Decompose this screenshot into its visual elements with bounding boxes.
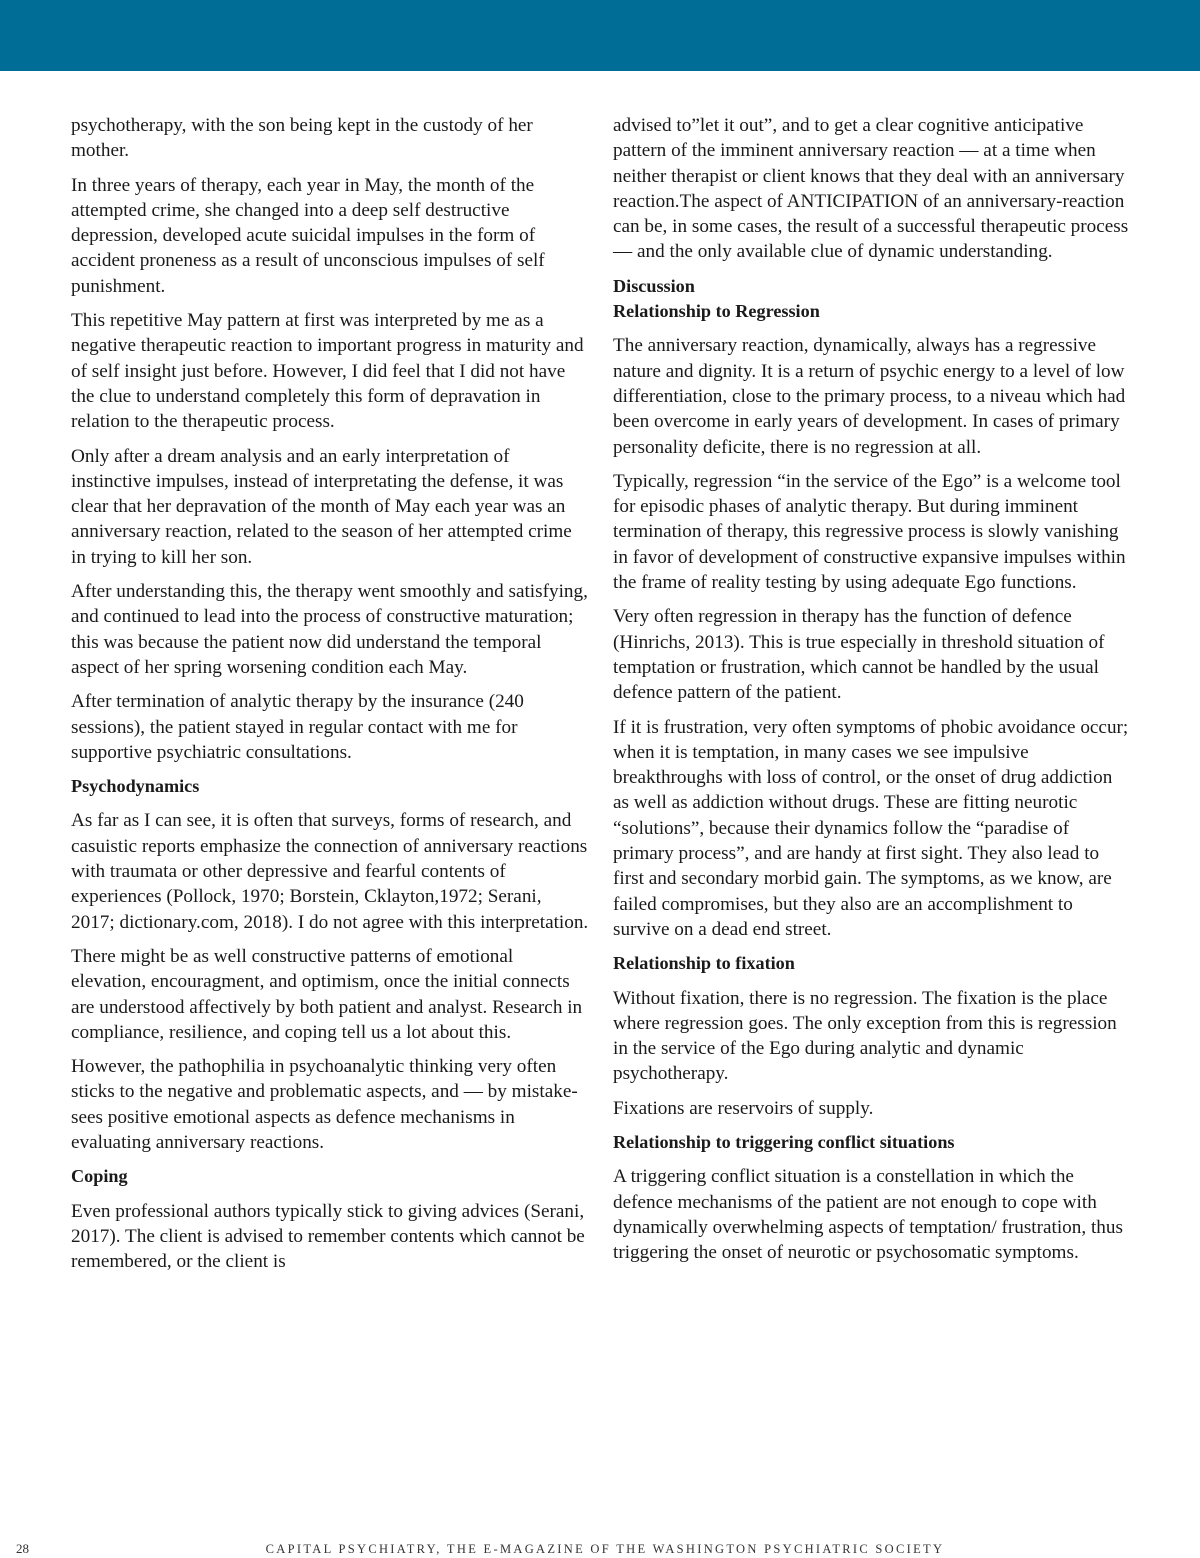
paragraph: In three years of therapy, each year in May, the month of the attempted crime, she changed into a deep self destructive depression, developed acute suicidal impulses in the form of accident proneness as a result of unconscious impulses of self punishment. xyxy=(71,174,545,297)
paragraph: The anniversary reaction, dynamically, always has a regressive nature and dignity. It is a return of psychic energy to a level of low differentiation, close to the primary process, to a niveau which had been overcome in early years of development. In cases of primary personality deficite, there is no regression at all. xyxy=(613,335,1126,458)
page-number: 28 xyxy=(16,1541,29,1556)
section-heading-discussion: Discussion xyxy=(613,275,695,296)
header-band xyxy=(0,0,1200,71)
paragraph: There might be as well constructive patterns of emotional elevation, encouragment, and optimism, once the initial connects are understood affectively by both patient and analyst. Research in compliance, resilience, and coping tell us a lot about this. xyxy=(71,945,583,1043)
left-column xyxy=(71,113,589,1283)
paragraph: advised to”let it out”, and to get a clear cognitive anticipative pattern of the imminent anniversary reaction — at a time when neither therapist or client knows that they deal with an anniversary reaction.The aspect of ANTICIPATION of an anniversary-reaction can be, in some cases, the result of a successful therapeutic process — and the only available clue of dynamic understanding. xyxy=(613,115,1129,263)
paragraph: Very often regression in therapy has the function of defence (Hinrichs, 2013). This is true especially in threshold situation of temptation or frustration, which cannot be handled by the usual defence pattern of the patient. xyxy=(613,606,1105,704)
right-column xyxy=(613,113,1133,1274)
paragraph: Only after a dream analysis and an early interpretation of instinctive impulses, instead of interpretating the defense, it was clear that her depravation of the month of May each year was an anniversary reaction, related to the season of her attempted crime in trying to kill her son. xyxy=(71,445,572,568)
footer-publication-title: CAPITAL PSYCHIATRY, THE E-MAGAZINE OF THE WASHINGTON PSYCHIATRIC SOCIETY xyxy=(265,1542,945,1556)
paragraph: After understanding this, the therapy went smoothly and satisfying, and continued to lead into the process of constructive maturation; this was because the patient now did understand the temporal aspect of her spring worsening condition each May. xyxy=(71,581,588,678)
paragraph: However, the pathophilia in psychoanalytic thinking very often sticks to the negative and problematic aspects, and — by mistake- sees positive emotional aspects as defence mechanisms in evaluating anniversary reactions. xyxy=(71,1056,578,1153)
paragraph: If it is frustration, very often symptoms of phobic avoidance occur; when it is temptation, in many cases we see impulsive breakthroughs with loss of control, or the onset of drug addiction as well as addiction without drugs. These are fitting neurotic “solutions”, because their dynamics follow the “paradise of primary process”, and are handy at first sight. They also lead to first and secondary morbid gain. The symptoms, as we know, are failed compromises, but they also are an accomplishment to survive on a dead end street. xyxy=(613,716,1129,940)
paragraph: Without fixation, there is no regression. The fixation is the place where regression goes. The only exception from this is regression in the service of the Ego during analytic and dynamic psychotherapy. xyxy=(613,987,1117,1085)
paragraph: After termination of analytic therapy by the insurance (240 sessions), the patient stayed in regular contact with me for supportive psychiatric consultations. xyxy=(71,691,524,763)
paragraph: As far as I can see, it is often that surveys, forms of research, and casuistic reports emphasize the connection of anniversary reactions with traumata or other depressive and fearful contents of experiences (Pollock, 1970; Borstein, Cklayton,1972; Serani, 2017; dictionary.com, 2018). I do not agree with this interpretation. xyxy=(71,810,589,933)
section-heading-fixation: Relationship to fixation xyxy=(613,953,795,974)
paragraph: A triggering conflict situation is a constellation in which the defence mechanisms of the patient are not enough to cope with dynamically overwhelming aspects of temptation/ frustration, thus triggering the onset of neurotic or psychosomatic symptoms. xyxy=(613,1166,1123,1264)
paragraph: This repetitive May pattern at first was interpreted by me as a negative therapeutic reaction to important progress in maturity and of self insight just before. However, I did feel that I did not have the clue to understand completely this form of depravation in relation to the therapeutic process. xyxy=(71,310,584,433)
paragraph: Typically, regression “in the service of the Ego” is a welcome tool for episodic phases of analytic therapy. But during imminent termination of therapy, this regressive process is slowly vanishing in favor of development of constructive expansive impulses within the frame of reality testing by using adequate Ego functions. xyxy=(613,470,1126,594)
paragraph: Fixations are reservoirs of supply. xyxy=(613,1097,874,1119)
section-heading-psychodynamics: Psychodynamics xyxy=(71,776,200,797)
section-heading-regression: Relationship to Regression xyxy=(613,301,820,322)
section-heading-coping: Coping xyxy=(71,1166,128,1187)
paragraph: psychotherapy, with the son being kept in the custody of her mother. xyxy=(71,115,533,162)
section-heading-triggering: Relationship to triggering conflict situations xyxy=(613,1131,955,1152)
paragraph: Even professional authors typically stick to giving advices (Serani, 2017). The client is advised to remember contents which cannot be remembered, or the client is xyxy=(71,1200,585,1273)
